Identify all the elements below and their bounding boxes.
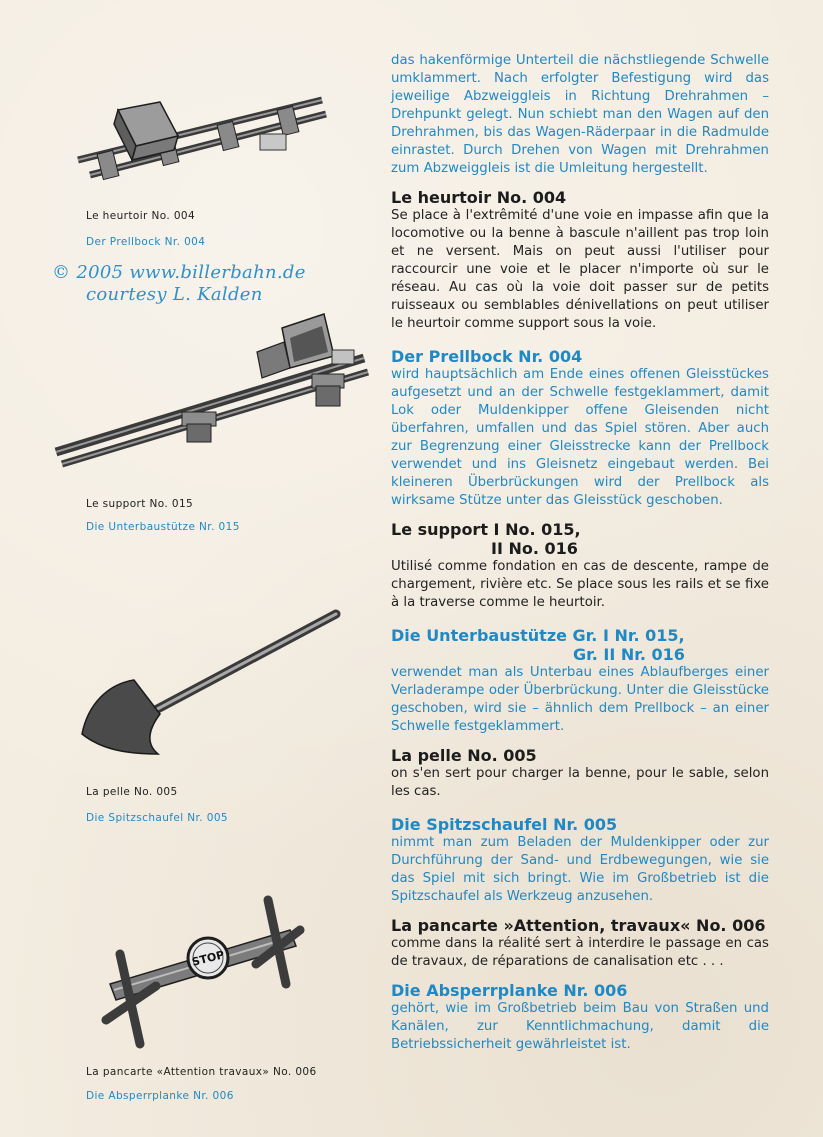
- section-text-pelle: on s'en sert pour charger la benne, pour le sable, selon les cas.: [391, 766, 769, 799]
- section-heading-support: [391, 520, 769, 558]
- section-heading-absperrplanke: Die Absperrplanke Nr. 006: [391, 981, 628, 1000]
- section-text-prellbock: wird hauptsächlich am Ende eines offenen Gleisstückes aufgesetzt und an der Schwelle festgeklammert, damit Lok oder Muldenkipper offene Gleisenden nicht überfahren, umfallen und das Spiel stören. Aber auch zur Begrenzung einer Gleisstrecke kann der Prellbock verwendet und ins Gleisnetz eingebaut werden. Bei kleineren Überbrückungen wird der Prellbock als wirksame Stütze unter das Gleisstück geschoben.: [391, 367, 769, 508]
- track-support-illustration: [52, 312, 372, 482]
- section-heading-support-line1: Le support I No. 015,: [391, 520, 581, 539]
- section-text-support: Utilisé comme fondation en cas de descente, rampe de chargement, rivière etc. Se place sous les rails et se fixe à la traverse comme le heurtoir.: [391, 559, 769, 610]
- text-column: [391, 52, 769, 1054]
- caption-barrier-fr: La pancarte «Attention travaux» No. 006: [86, 1066, 317, 1078]
- section-text-pancarte: comme dans la réalité sert à interdire le passage en cas de travaux, de réparations de canalisation etc . . .: [391, 936, 769, 969]
- caption-buffer-stop-de: Der Prellbock Nr. 004: [86, 236, 206, 248]
- caption-support-de: Die Unterbaustütze Nr. 015: [86, 521, 240, 533]
- section-heading-pelle: La pelle No. 005: [391, 746, 537, 765]
- caption-shovel-fr: La pelle No. 005: [86, 786, 178, 798]
- section-heading-support-line2: II No. 016: [491, 539, 578, 558]
- buffer-stop-illustration: [70, 90, 335, 200]
- section-heading-pancarte: La pancarte »Attention, travaux« No. 006: [391, 916, 766, 935]
- intro-paragraph: das hakenförmige Unterteil die nächstliegende Schwelle umklammert. Nach erfolgter Befestigung wird das jeweilige Abzweiggleis in Richtung Drehrahmen – Drehpunkt gelegt. Nun schiebt man den Wagen auf den Drehrahmen, bis das Wagen-Räderpaar in die Radmulde einrastet. Durch Drehen von Wagen mit Drehrahmen zum Abzweiggleis ist die Umleitung hergestellt.: [391, 53, 769, 176]
- section-heading-spitzschaufel: Die Spitzschaufel Nr. 005: [391, 815, 618, 834]
- section-heading-prellbock: Der Prellbock Nr. 004: [391, 347, 583, 366]
- caption-support-fr: Le support No. 015: [86, 498, 194, 510]
- shovel-illustration: [78, 604, 346, 760]
- watermark-line2: courtesy L. Kalden: [86, 284, 263, 305]
- section-text-unterbaustuetze: verwendet man als Unterbau eines Ablaufberges einer Verladerampe oder Überbrückung. Unter die Gleisstücke geschoben, wird sie – ähnlich dem Prellbock – an einer Schwelle festgeklammert.: [391, 665, 769, 734]
- caption-buffer-stop-fr: Le heurtoir No. 004: [86, 210, 196, 222]
- stop-sign-text: STOP: [190, 948, 226, 969]
- section-heading-unterbaustuetze-line2: Gr. II Nr. 016: [573, 645, 685, 664]
- section-text-heurtoir: Se place à l'extrêmité d'une voie en impasse afin que la locomotive ou la benne à bascule n'aillent pas trop loin et ne versent. Mais on peut aussi l'utiliser pour raccourcir une voie et le placer n'importe où sur le réseau. Au cas où la voie doit passer sur de petits ruisseaux ou semblables dénivellations on peut utiliser le heurtoir comme support sous la voie.: [391, 208, 769, 331]
- watermark-line1: © 2005 www.billerbahn.de: [52, 262, 306, 283]
- section-heading-unterbaustuetze: [391, 626, 769, 664]
- caption-shovel-de: Die Spitzschaufel Nr. 005: [86, 812, 228, 824]
- caption-barrier-de: Die Absperrplanke Nr. 006: [86, 1090, 234, 1102]
- barrier-stop-sign-illustration: [100, 894, 310, 1056]
- section-text-spitzschaufel: nimmt man zum Beladen der Muldenkipper oder zur Durchführung der Sand- und Erdbewegungen, wie sie das Spiel mit sich bringt. Wie im Großbetrieb ist die Spitzschaufel als Werkzeug anzusehen.: [391, 835, 769, 904]
- section-heading-unterbaustuetze-line1: Die Unterbaustütze Gr. I Nr. 015,: [391, 626, 685, 645]
- section-text-absperrplanke: gehört, wie im Großbetrieb beim Bau von Straßen und Kanälen, zur Kenntlichmachung, damit die Betriebssicherheit gewährleistet ist.: [391, 1001, 769, 1052]
- section-heading-heurtoir: Le heurtoir No. 004: [391, 188, 567, 207]
